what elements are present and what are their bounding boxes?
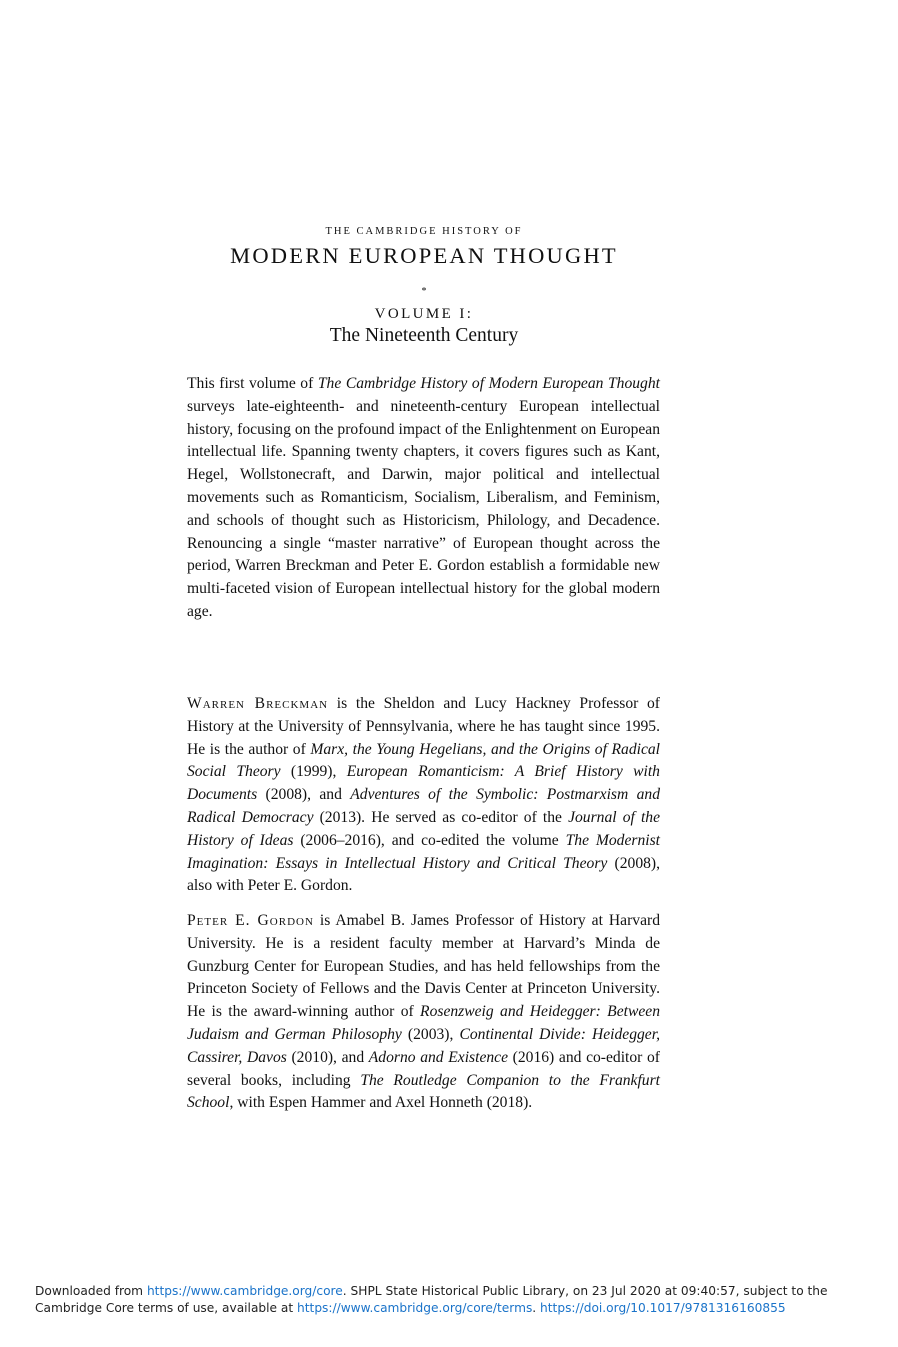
bio-text: is Amabel B. James Professor of History at Harvard University. He is a resident faculty member at Harvard’s Minda de Gunzburg Center for European Studies, and has held fellowships from the Princeton Society of Fellows and the Davis Center at Princeton University. He is the award-winning author of: [187, 912, 660, 1021]
bio-text: (2010), and: [286, 1048, 369, 1066]
book-title-italic: Marx, the Young Hegelians, and the Origins of Radical Social Theory: [187, 740, 660, 781]
doi-link[interactable]: https://doi.org/10.1017/9781316160855: [540, 1301, 786, 1315]
footer-text: Downloaded from: [35, 1284, 147, 1298]
bio-text: (2006–2016), and co-edited the volume: [293, 831, 566, 849]
series-title: THE CAMBRIDGE HISTORY OF: [325, 226, 523, 237]
description-book-title: The Cambridge History of Modern European Thought: [317, 375, 660, 392]
bio-text: (2013). He served as co-editor of the: [313, 808, 569, 826]
author-bio-breckman: [187, 693, 660, 898]
bio-text: (2008), and: [257, 786, 351, 804]
bio-paragraph: [187, 910, 660, 1115]
book-title-italic: Rosenzweig and Heidegger: Between Judaism and German Philosophy: [187, 1003, 660, 1043]
book-title-italic: The Modernist Imagination: Essays in Intellectual History and Critical Theory: [187, 831, 660, 872]
volume-label: VOLUME I:: [374, 306, 474, 322]
ornament: *: [421, 286, 427, 297]
journal-title-italic: Journal of the History of Ideas: [187, 808, 660, 849]
description-paragraph: [187, 373, 660, 624]
volume-subtitle: The Nineteenth Century: [329, 325, 519, 346]
bio-text: (2003),: [401, 1025, 460, 1043]
description-text: This first volume of: [187, 375, 318, 392]
book-title-italic: European Romanticism: A Brief History with Documents: [187, 763, 660, 804]
terms-link[interactable]: https://www.cambridge.org/core/terms: [297, 1301, 533, 1315]
cambridge-core-link[interactable]: https://www.cambridge.org/core: [146, 1284, 343, 1298]
description-text: surveys late-eighteenth- and nineteenth-century European intellectual history, focusing on the profound impact of the Enlightenment on European intellectual life. Spanning twenty chapters, it covers figures such as Kant, Hegel, Wollstonecraft, and Darwin, major political and intellectual movements such as Romanticism, Socialism, Liberalism, and Feminism, and schools of thought such as Historicism, Philology, and Decadence. Renouncing a single “master narrative” of European thought across the period, Warren Breckman and Peter E. Gordon establish a formidable new multi-faceted vision of European intellectual history for the global modern age.: [187, 397, 660, 620]
author-name: Warren Breckman: [187, 695, 329, 712]
bio-text: (2016) and co-editor of several books, including: [187, 1048, 660, 1089]
book-title-italic: Continental Divide: Heidegger, Cassirer, Davos: [187, 1025, 660, 1066]
footer-text: . SHPL State Historical Public Library, on 23 Jul 2020 at 09:40:57, subject to the Cambridge Core terms of use, available at: [35, 1284, 828, 1315]
bio-text: (1999),: [280, 763, 347, 781]
footer-text: .: [532, 1301, 541, 1315]
author-bio-gordon: [187, 910, 660, 1115]
book-title-italic: The Routledge Companion to the Frankfurt School: [187, 1071, 660, 1112]
book-title-italic: Adventures of the Symbolic: Postmarxism and Radical Democracy: [187, 786, 660, 826]
book-title-italic: Adorno and Existence: [368, 1048, 509, 1066]
book-title: MODERN EUROPEAN THOUGHT: [230, 243, 618, 268]
bio-text: (2008), also with Peter E. Gordon.: [187, 854, 661, 895]
bio-text: is the Sheldon and Lucy Hackney Professor of History at the University of Pennsylvania, where he has taught since 1995. He is the author of: [187, 695, 660, 758]
download-footer: [35, 1283, 875, 1317]
bio-text: , with Espen Hammer and Axel Honneth (2018).: [229, 1094, 533, 1112]
book-description: [187, 373, 660, 624]
bio-paragraph: [187, 693, 660, 898]
author-name: Peter E. Gordon: [187, 912, 314, 929]
